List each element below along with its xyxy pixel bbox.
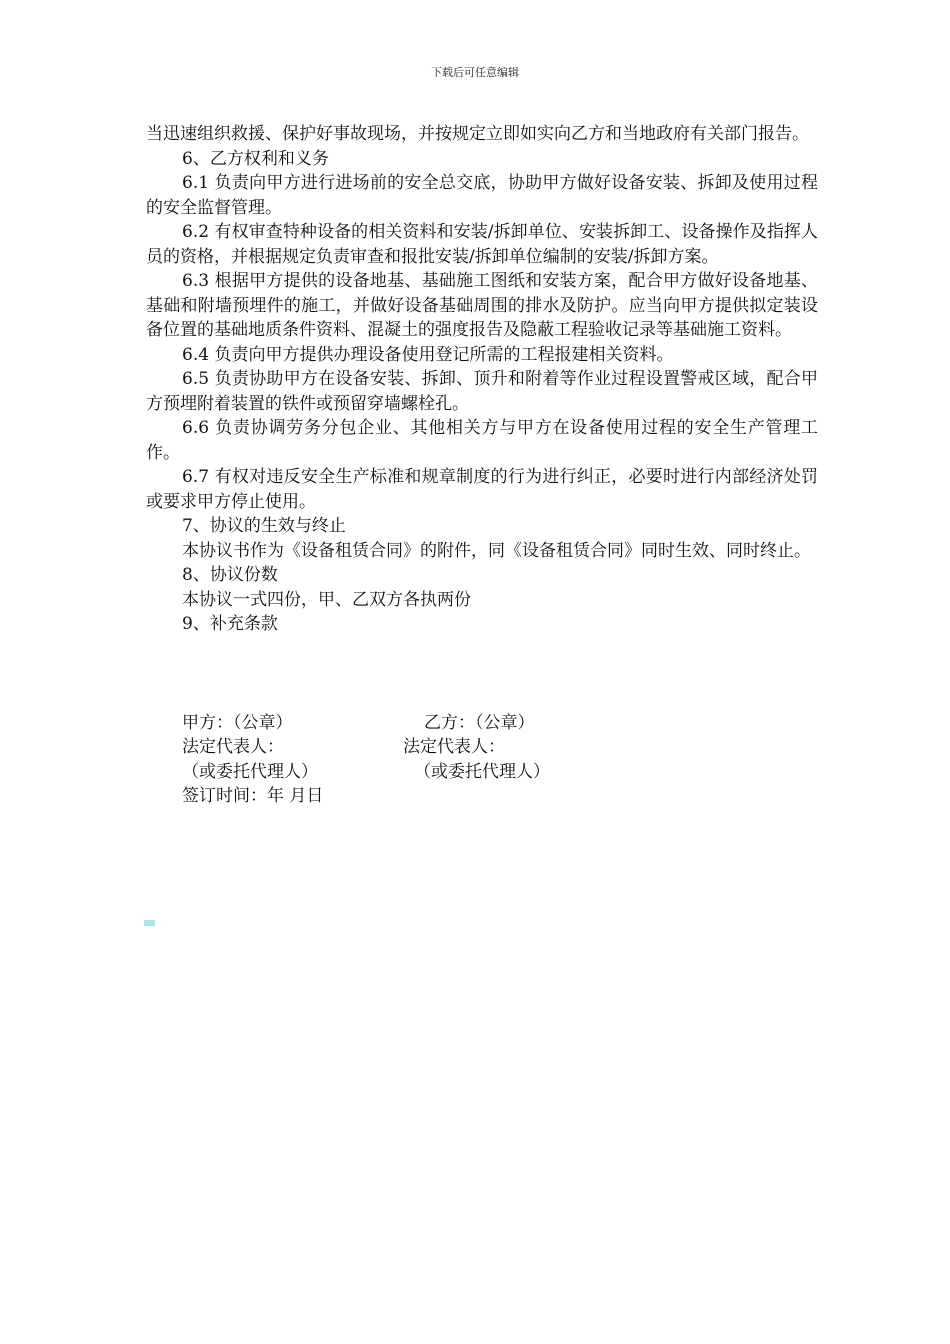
- signature-row-agents: [146, 760, 818, 785]
- clause-6-7: 6.7 有权对违反安全生产标准和规章制度的行为进行纠正，必要时进行内部经济处罚或要求甲方停止使用。: [146, 467, 818, 512]
- signature-row-parties: [146, 711, 818, 736]
- clause-6-2: 6.2 有权审查特种设备的相关资料和安装/拆卸单位、安装拆卸工、设备操作及指挥人员的资格，并根据规定负责审查和报批安装/拆卸单位编制的安装/拆卸方案。: [146, 222, 818, 267]
- paragraph-continuation: 当迅速组织救援、保护好事故现场，并按规定立即如实向乙方和当地政府有关部门报告。: [146, 124, 809, 144]
- clause-6-4: 6.4 负责向甲方提供办理设备使用登记所需的工程报建相关资料。: [182, 344, 674, 365]
- section-9-title: 9、补充条款: [182, 614, 278, 634]
- party-b-seal: 乙方：（公章）: [424, 712, 535, 733]
- section-7-title: 7、协议的生效与终止: [182, 516, 346, 536]
- section-7-body: 本协议书作为《设备租赁合同》的附件，同《设备租赁合同》同时生效、同时终止。: [182, 540, 811, 561]
- party-a-seal: 甲方：（公章）: [182, 712, 293, 733]
- clause-6-5: 6.5 负责协助甲方在设备安装、拆卸、顶升和附着等作业过程设置警戒区域，配合甲方预埋附着装置的铁件或预留穿墙螺栓孔。: [146, 369, 818, 414]
- highlight-marker: [144, 920, 155, 926]
- party-b-representative: 法定代表人：: [403, 737, 505, 757]
- clause-6-3: 6.3 根据甲方提供的设备地基、基础施工图纸和安装方案，配合甲方做好设备地基、基础和附墙预埋件的施工，并做好设备基础周围的排水及防护。应当向甲方提供拟定装设备位置的基础地质条件资料、混凝土的强度报告及隐蔽工程验收记录等基础施工资料。: [146, 271, 818, 340]
- clause-6-6: 6.6 负责协调劳务分包企业、其他相关方与甲方在设备使用过程的安全生产管理工作。: [146, 418, 818, 463]
- signature-row-date: [146, 784, 818, 809]
- section-8-title: 8、协议份数: [182, 565, 278, 585]
- document-body: [146, 122, 818, 809]
- page-header: 下载后可任意编辑: [431, 66, 519, 79]
- section-8-body: 本协议一式四份，甲、乙双方各执两份: [182, 589, 471, 610]
- party-a-representative: 法定代表人：: [182, 737, 284, 757]
- section-6-title: 6、乙方权利和义务: [182, 148, 329, 169]
- blank-space: [146, 637, 818, 711]
- party-a-agent: （或委托代理人）: [182, 761, 318, 782]
- signing-date: 签订时间：年 月日: [182, 786, 324, 806]
- party-b-agent: （或委托代理人）: [414, 761, 550, 782]
- clause-6-1: 6.1 负责向甲方进行进场前的安全总交底，协助甲方做好设备安装、拆卸及使用过程的安全监督管理。: [146, 173, 818, 218]
- signature-row-representatives: [146, 735, 818, 760]
